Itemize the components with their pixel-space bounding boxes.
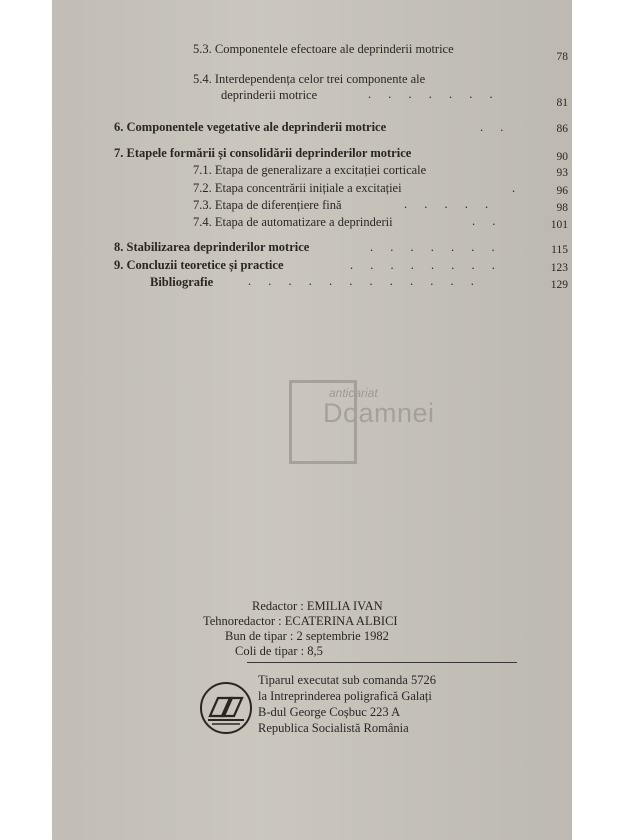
- book-page: [52, 0, 572, 840]
- printer-logo-icon: [198, 680, 254, 736]
- toc-entry-5-4: 5.4. Interdependența celor trei componente ale: [193, 72, 426, 86]
- colophon-printer-4: Republica Socialistă România: [258, 721, 409, 735]
- toc-leader-dots: . .: [480, 120, 511, 134]
- toc-leader-dots: .: [512, 181, 523, 195]
- toc-entry-7: 7. Etapele formării și consolidării deprinderilor motrice: [114, 146, 412, 160]
- toc-entry-7-2: 7.2. Etapa concentrării inițiale a excitației: [193, 181, 402, 195]
- toc-page-9: 123: [550, 262, 568, 274]
- toc-entry-8: 8. Stabilizarea deprinderilor motrice: [114, 240, 310, 254]
- colophon-sheets: Coli de tipar : 8,5: [235, 644, 323, 658]
- toc-entry-7-4: 7.4. Etapa de automatizare a deprinderii: [193, 215, 393, 229]
- toc-leader-dots: . . . . . . .: [370, 240, 502, 254]
- watermark-logo: [289, 380, 449, 460]
- toc-page-7-4: 101: [550, 219, 568, 231]
- toc-leader-dots: . . . . . . . .: [350, 258, 502, 272]
- colophon-tech-editor: Tehnoredactor : ECATERINA ALBICI: [203, 614, 398, 628]
- colophon-editor: Redactor : EMILIA IVAN: [252, 599, 383, 613]
- toc-entry-7-1: 7.1. Etapa de generalizare a excitației corticale: [193, 163, 427, 177]
- toc-page-8: 115: [551, 244, 568, 256]
- toc-page-7: 90: [556, 151, 568, 163]
- toc-page-7-3: 98: [556, 202, 568, 214]
- toc-page-7-2: 96: [556, 185, 568, 197]
- toc-entry-6: 6. Componentele vegetative ale deprinderii motrice: [114, 120, 387, 134]
- toc-page-7-1: 93: [556, 167, 568, 179]
- toc-page-5-4: 81: [556, 97, 568, 109]
- colophon-printer-2: la Intreprinderea poligrafică Galați: [258, 689, 432, 703]
- toc-entry-bibliografie: Bibliografie: [150, 275, 214, 289]
- watermark-big-text: Doamnei: [323, 398, 435, 428]
- toc-page-6: 86: [556, 123, 568, 135]
- toc-page-5-3: 78: [556, 51, 568, 63]
- toc-leader-dots: . . . . . . . . . . . .: [248, 274, 481, 288]
- toc-leader-dots: . .: [472, 214, 503, 228]
- toc-leader-dots: . . . . .: [404, 197, 496, 211]
- toc-entry-5-4-cont: deprinderii motrice: [221, 88, 318, 102]
- divider-line: [247, 662, 517, 663]
- toc-entry-5-3: 5.3. Componentele efectoare ale deprinderii motrice: [193, 42, 454, 56]
- toc-entry-7-3: 7.3. Etapa de diferențiere fină: [193, 198, 342, 212]
- toc-leader-dots: . . . . . . .: [368, 87, 500, 101]
- watermark-small-text: anticariat: [329, 386, 378, 400]
- toc-page-bibliografie: 129: [550, 279, 568, 291]
- colophon-printer-1: Tiparul executat sub comanda 5726: [258, 673, 436, 687]
- colophon-printer-3: B-dul George Coșbuc 223 A: [258, 705, 401, 719]
- colophon-print-date: Bun de tipar : 2 septembrie 1982: [225, 629, 389, 643]
- toc-entry-9: 9. Concluzii teoretice și practice: [114, 258, 284, 272]
